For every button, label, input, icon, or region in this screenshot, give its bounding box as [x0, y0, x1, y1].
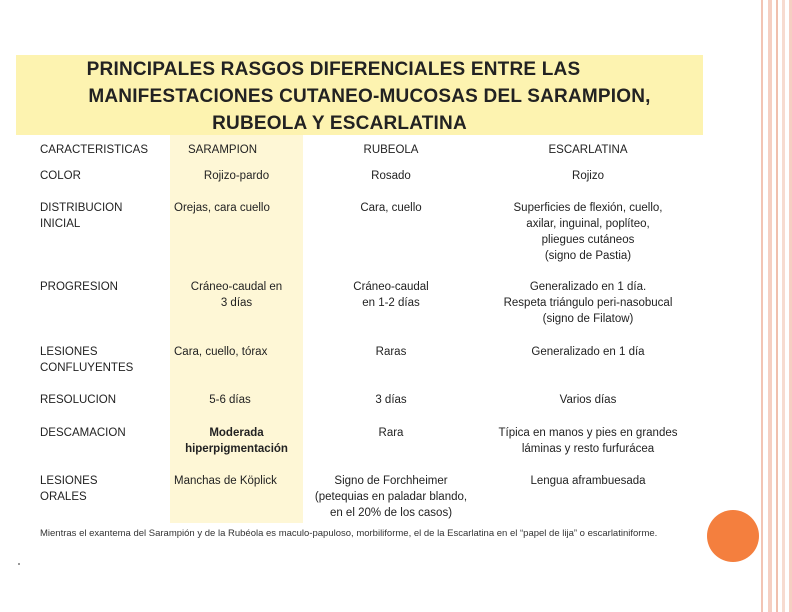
cell-sarampion: Orejas, cara cuello: [174, 202, 270, 214]
header-sarampion: SARAMPION: [188, 144, 258, 156]
cell-escarlatina: Varios días: [559, 394, 617, 406]
decorative-stripe: [761, 0, 763, 612]
cell-rubeola: Cara, cuello: [360, 202, 422, 214]
row-label: DISTRIBUCION INICIAL: [40, 202, 123, 230]
cell-rubeola: 3 días: [375, 394, 407, 406]
row-label: LESIONES ORALES: [40, 475, 98, 503]
cell-escarlatina: Generalizado en 1 día: [531, 346, 645, 358]
cell-sarampion: Rojizo-pardo: [203, 170, 270, 182]
row-label: COLOR: [40, 170, 81, 182]
sarampion-column-highlight: [170, 135, 303, 523]
row-label: PROGRESION: [40, 281, 118, 293]
cell-rubeola: Signo de Forchheimer (petequias en paladar blando, en el 20% de los casos): [314, 475, 468, 519]
cell-rubeola: Raras: [375, 346, 407, 358]
cell-sarampion: Cráneo-caudal en 3 días: [190, 281, 283, 309]
decorative-mark: [18, 563, 20, 565]
row-label: DESCAMACION: [40, 427, 126, 439]
cell-escarlatina: Superficies de flexión, cuello, axilar, inguinal, poplíteo, pliegues cutáneos (signo de Pastia): [513, 202, 663, 262]
title-line-1: PRINCIPALES RASGOS DIFERENCIALES ENTRE LAS: [86, 59, 581, 80]
title-band: [16, 55, 703, 135]
title-line-3: RUBEOLA Y ESCARLATINA: [212, 113, 467, 134]
cell-rubeola: Rosado: [371, 170, 411, 182]
cell-escarlatina: Típica en manos y pies en grandes láminas y resto furfurácea: [498, 427, 678, 455]
cell-sarampion: Cara, cuello, tórax: [174, 346, 268, 358]
decorative-stripe: [768, 0, 772, 612]
title-line-2: MANIFESTACIONES CUTANEO-MUCOSAS DEL SARAMPION,: [88, 86, 651, 107]
cell-escarlatina: Rojizo: [572, 170, 604, 182]
cell-sarampion: Moderada hiperpigmentación: [185, 427, 288, 455]
header-escarlatina: ESCARLATINA: [548, 144, 628, 156]
decorative-stripe: [776, 0, 778, 612]
cell-sarampion: 5-6 días: [209, 394, 251, 406]
cell-sarampion: Manchas de Köplick: [174, 475, 277, 487]
cell-rubeola: Rara: [378, 427, 404, 439]
footnote: Mientras el exantema del Sarampión y de la Rubéola es maculo-papuloso, morbiliforme, el de la Escarlatina en el “papel de lija” o escarlatiniforme.: [40, 528, 658, 539]
decorative-stripe: [782, 0, 785, 612]
row-label: LESIONES CONFLUYENTES: [40, 346, 134, 374]
row-label: RESOLUCION: [40, 394, 117, 406]
header-rubeola: RUBEOLA: [363, 144, 419, 156]
cell-rubeola: Cráneo-caudal en 1-2 días: [353, 281, 429, 309]
header-caracteristicas: CARACTERISTICAS: [40, 144, 148, 156]
cell-escarlatina: Generalizado en 1 día. Respeta triángulo peri-nasobucal (signo de Filatow): [503, 281, 673, 325]
cell-escarlatina: Lengua aframbuesada: [530, 475, 646, 487]
accent-circle: [707, 510, 759, 562]
comparison-table-image: [16, 55, 703, 565]
